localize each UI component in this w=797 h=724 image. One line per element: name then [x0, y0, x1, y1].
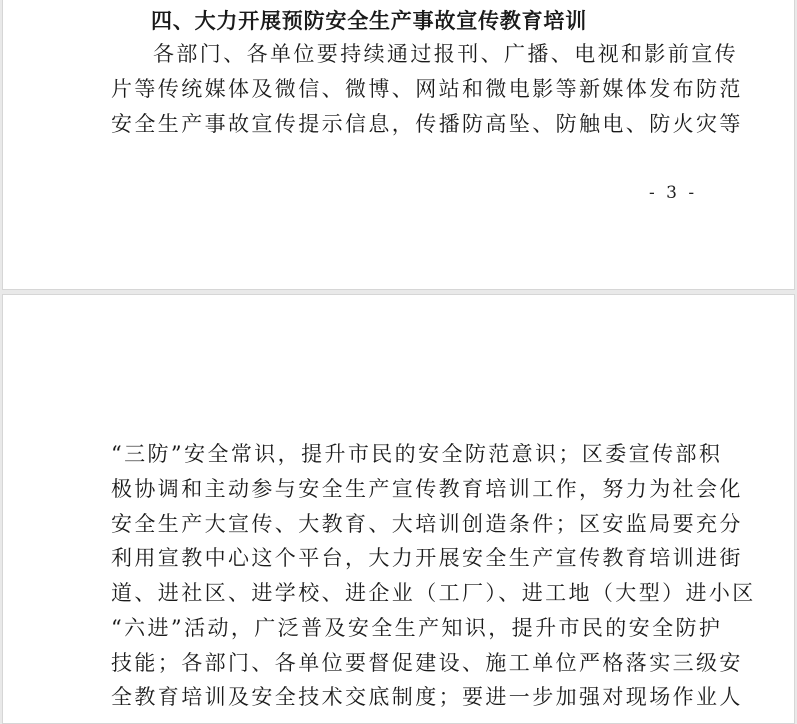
paragraph-line: “三防”安全常识，提升市民的安全防范意识；区委宣传部积	[111, 442, 723, 466]
paragraph-line: 片等传统媒体及微信、微博、网站和微电影等新媒体发布防范	[111, 77, 743, 101]
paragraph-line: 安全生产大宣传、大教育、大培训创造条件；区安监局要充分	[111, 512, 743, 536]
paragraph-line: 技能；各部门、各单位要督促建设、施工单位严格落实三级安	[111, 651, 743, 675]
section-heading: 四、大力开展预防安全生产事故宣传教育培训	[151, 9, 587, 33]
page-number: - 3 -	[649, 183, 698, 203]
paragraph-line: 全教育培训及安全技术交底制度；要进一步加强对现场作业人	[111, 685, 743, 709]
paragraph-line: 利用宣教中心这个平台，大力开展安全生产宣传教育培训进街	[111, 546, 743, 570]
paragraph-line: 道、进社区、进学校、进企业（工厂）、进工地（大型）进小区	[111, 581, 756, 605]
document-page-4	[2, 294, 795, 724]
paragraph-line: 安全生产事故宣传提示信息，传播防高坠、防触电、防火灾等	[111, 112, 743, 136]
document-page-3	[2, 0, 795, 290]
paragraph-line: 各部门、各单位要持续通过报刊、广播、电视和影前宣传	[153, 42, 738, 66]
paragraph-line: 极协调和主动参与安全生产宣传教育培训工作，努力为社会化	[111, 477, 743, 501]
paragraph-line: “六进”活动，广泛普及安全生产知识，提升市民的安全防护	[111, 616, 723, 640]
